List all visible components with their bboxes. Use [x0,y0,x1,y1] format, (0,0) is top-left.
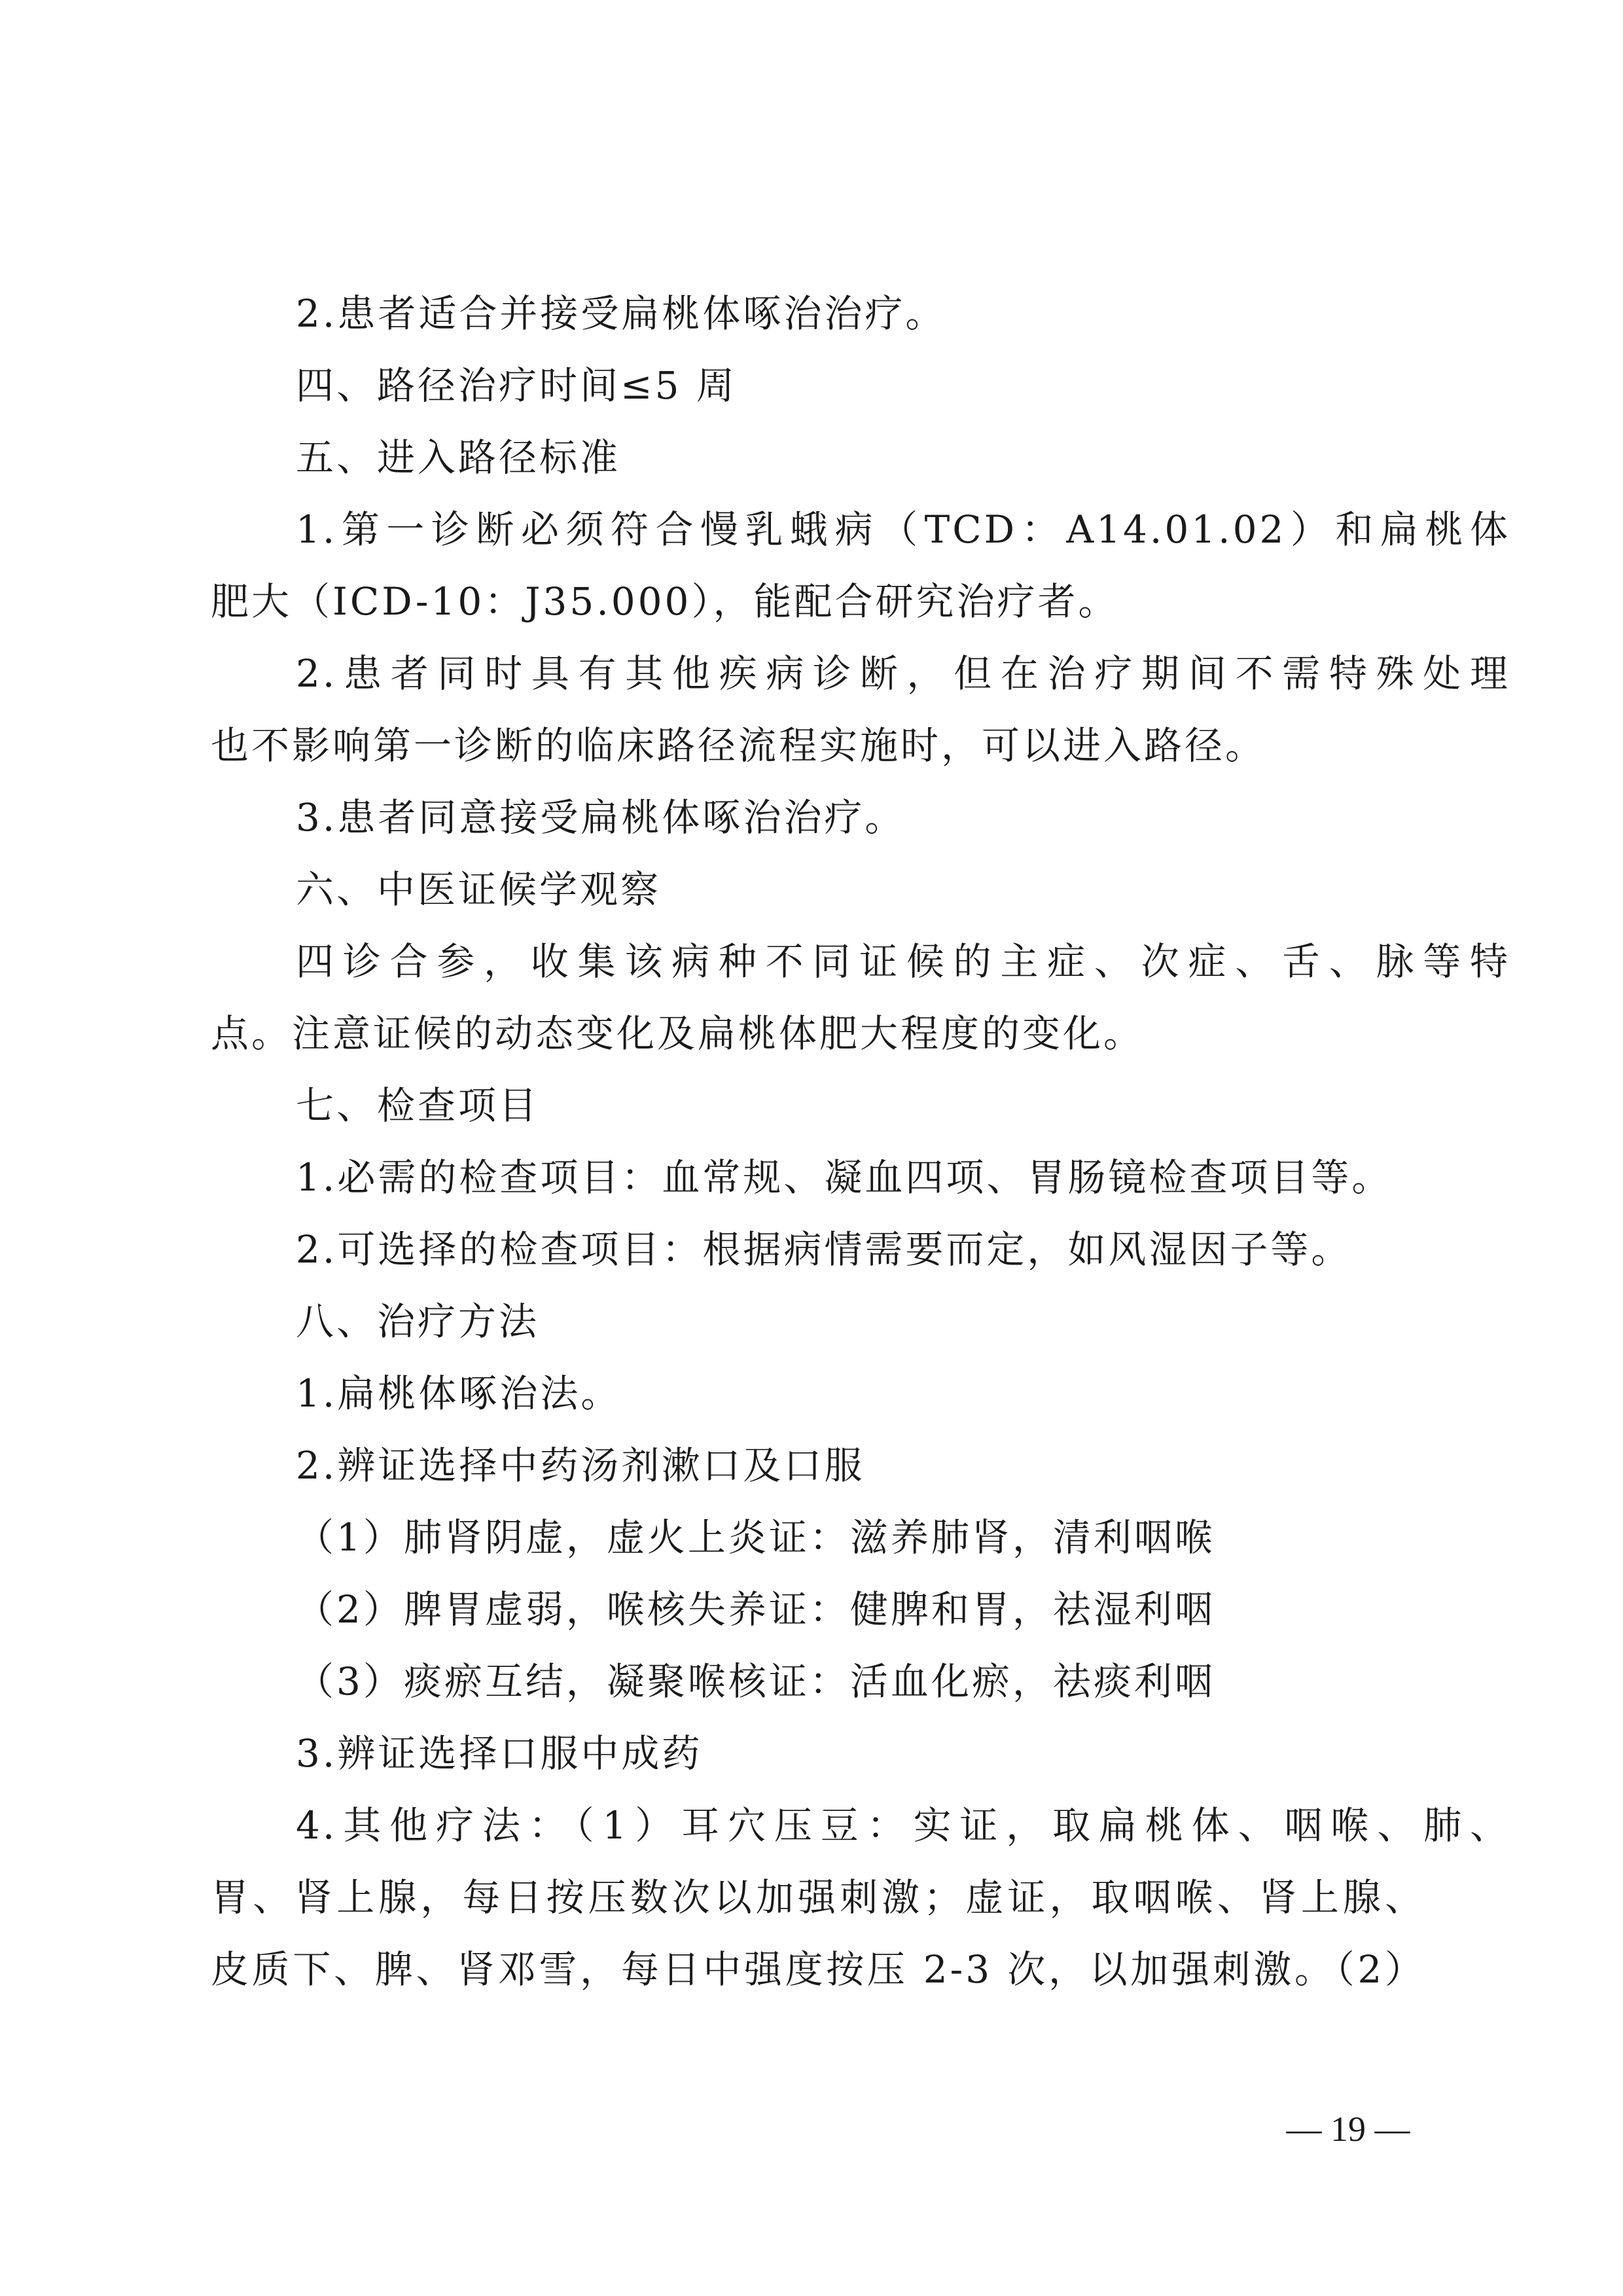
section-heading-4: 四、路径治疗时间≤5 周 [296,363,737,408]
paragraph-line-16: 1.扁桃体啄治法。 [296,1371,622,1416]
paragraph-line-17: 2.辨证选择中药汤剂漱口及口服 [296,1443,865,1488]
paragraph-line-23: 胃、肾上腺，每日按压数次以加强刺激；虚证，取咽喉、肾上腺、 [211,1875,1425,1920]
page-number: — 19 — [1286,2109,1410,2149]
paragraph-line-8: 3.患者同意接受扁桃体啄治治疗。 [296,795,906,840]
paragraph-line-24: 皮质下、脾、肾邓雪，每日中强度按压 2-3 次，以加强刺激。（2） [211,1947,1425,1992]
section-heading-6: 六、中医证候学观察 [296,867,662,912]
section-heading-5: 五、进入路径标准 [296,435,621,480]
paragraph-line-22: 4.其他疗法：（1）耳穴压豆：实证，取扁桃体、咽喉、肺、 [296,1803,1510,1848]
paragraph-line-19: （2）脾胃虚弱，喉核失养证：健脾和胃，祛湿利咽 [296,1587,1215,1632]
paragraph-line-20: （3）痰瘀互结，凝聚喉核证：活血化瘀，祛痰利咽 [296,1659,1215,1704]
section-heading-7: 七、检查项目 [296,1083,540,1128]
paragraph-line-21: 3.辨证选择口服中成药 [296,1731,703,1776]
paragraph-line-10: 四诊合参，收集该病种不同证候的主症、次症、舌、脉等特 [296,939,1510,984]
section-heading-8: 八、治疗方法 [296,1299,540,1344]
paragraph-line-14: 2.可选择的检查项目：根据病情需要而定，如风湿因子等。 [296,1227,1352,1272]
paragraph-line-5: 肥大（ICD-10：J35.000），能配合研究治疗者。 [211,579,1119,624]
paragraph-line-1: 2.患者适合并接受扁桃体啄治治疗。 [296,291,946,336]
paragraph-line-6: 2.患者同时具有其他疾病诊断，但在治疗期间不需特殊处理 [296,651,1510,696]
paragraph-line-13: 1.必需的检查项目：血常规、凝血四项、胃肠镜检查项目等。 [296,1155,1393,1200]
paragraph-line-11: 点。注意证候的动态变化及扁桃体肥大程度的变化。 [211,1011,1145,1056]
paragraph-line-18: （1）肺肾阴虚，虚火上炎证：滋养肺肾，清利咽喉 [296,1515,1215,1560]
paragraph-line-4: 1.第一诊断必须符合慢乳蛾病（TCD：A14.01.02）和扁桃体 [296,507,1510,552]
paragraph-line-7: 也不影响第一诊断的临床路径流程实施时，可以进入路径。 [211,723,1266,768]
